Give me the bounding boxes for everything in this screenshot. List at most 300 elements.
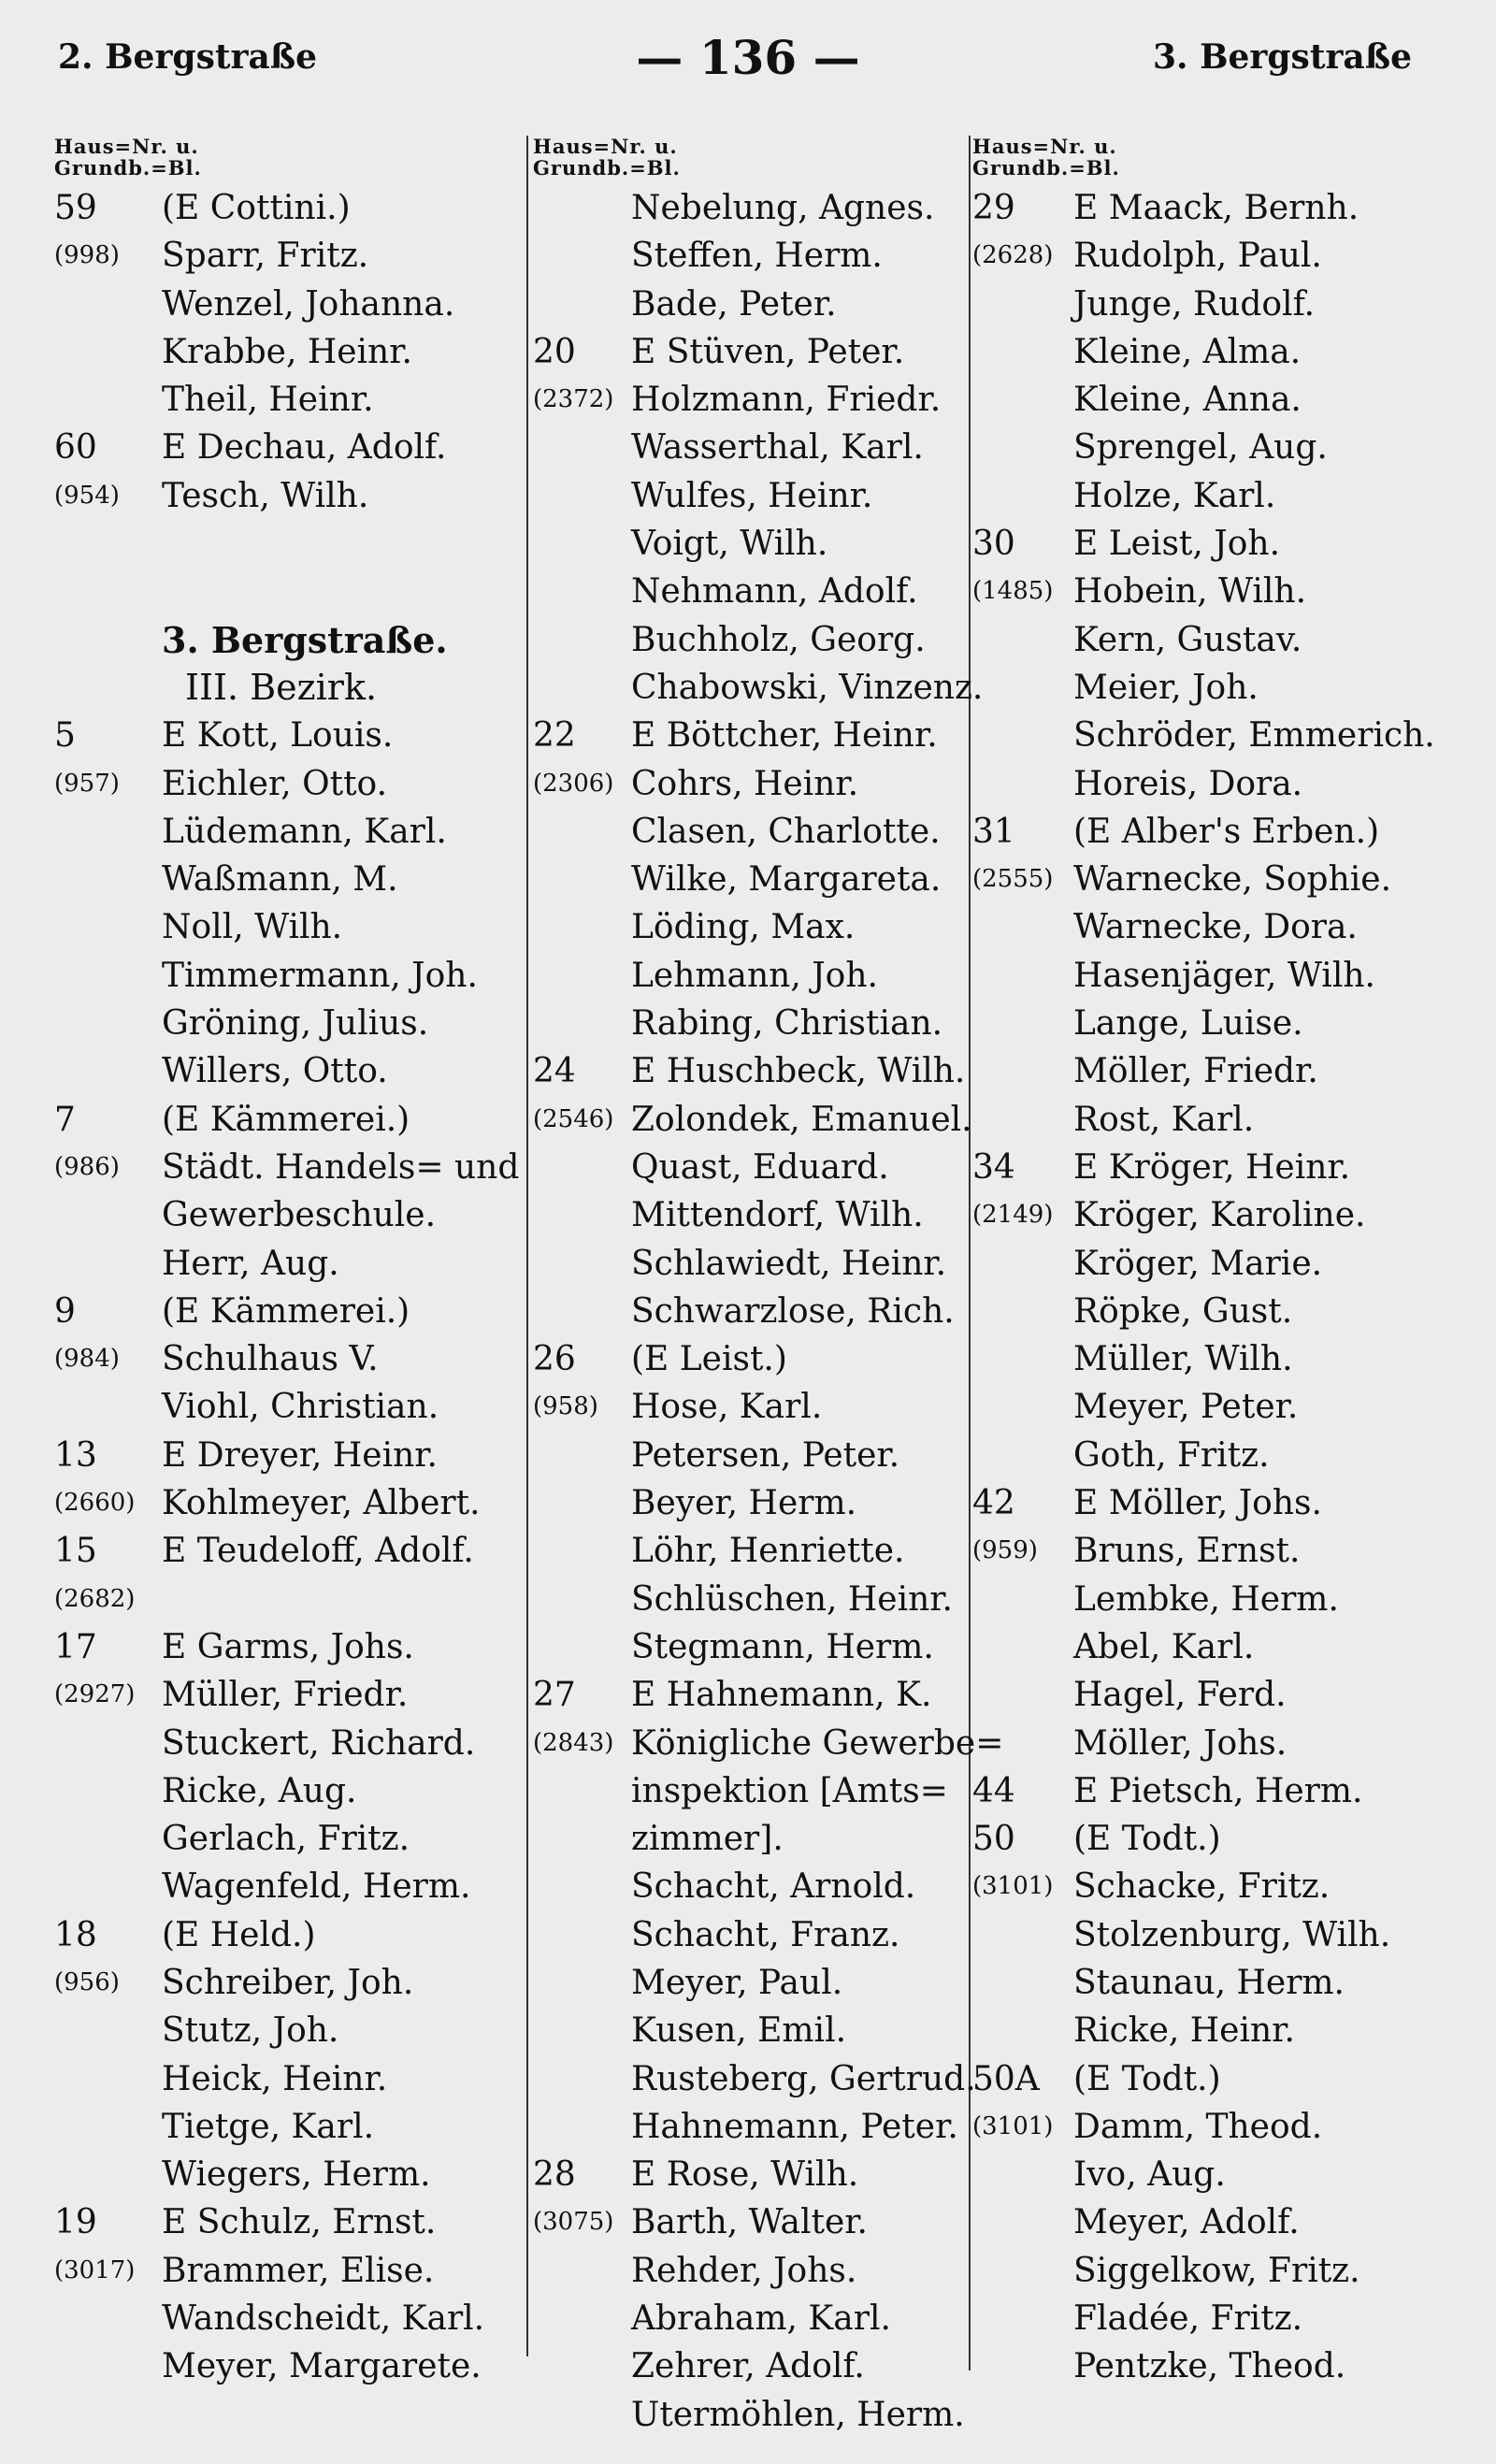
directory-entry [972, 1288, 1482, 1335]
resident-name: Kohlmeyer, Albert. [162, 1484, 481, 1523]
resident-name: inspektion [Amts= [631, 1771, 948, 1810]
resident-name: (E Held.) [162, 1915, 316, 1954]
resident-name: Chabowski, Vinzenz. [631, 668, 984, 707]
grundbuch-number: (986) [54, 1152, 120, 1181]
running-header-right: 3. Bergstraße [1152, 37, 1412, 77]
directory-entry [54, 2198, 526, 2246]
column-header [972, 136, 1482, 184]
resident-name: (E Kämmerei.) [162, 1291, 410, 1331]
resident-name: Horeis, Dora. [1073, 764, 1303, 803]
resident-name: Willers, Otto. [162, 1052, 388, 1091]
directory-entry [972, 616, 1482, 664]
grundbuch-number: (3075) [533, 2208, 614, 2237]
resident-name: Schlawiedt, Heinr. [631, 1244, 947, 1283]
section-heading: 3. Bergstraße. [162, 618, 448, 661]
resident-name: Ivo, Aug. [1073, 2155, 1226, 2195]
column-divider [526, 136, 528, 2356]
resident-name: Kusen, Emil. [631, 2011, 847, 2051]
directory-entry [54, 472, 526, 520]
directory-entry [972, 1383, 1482, 1431]
resident-name: Zehrer, Adolf. [631, 2347, 865, 2386]
directory-entry [972, 568, 1482, 615]
directory-entry [533, 232, 968, 280]
directory-entry [533, 2198, 968, 2246]
directory-entry [533, 664, 984, 712]
directory-entry [972, 1432, 1482, 1479]
directory-entry [972, 2103, 1482, 2151]
directory-entry [972, 1815, 1482, 1863]
resident-name: Ricke, Aug. [162, 1771, 357, 1810]
directory-entry [54, 2103, 526, 2151]
resident-name: Quast, Eduard. [631, 1147, 889, 1187]
grundbuch-number: (2546) [533, 1104, 614, 1133]
directory-entry [54, 2342, 526, 2390]
directory-entry [972, 2342, 1482, 2390]
resident-name: Siggelkow, Fritz. [1073, 2251, 1360, 2290]
resident-name: Beyer, Herm. [631, 1484, 857, 1523]
directory-entry [533, 1144, 968, 1191]
resident-name: Petersen, Peter. [631, 1435, 900, 1475]
directory-entry [533, 1240, 968, 1288]
grundbuch-number: (3101) [972, 1872, 1054, 1901]
resident-name: zimmer]. [631, 1820, 784, 1859]
resident-name: (E Todt.) [1073, 1820, 1221, 1859]
directory-entry [533, 1479, 968, 1527]
resident-name: Hagel, Ferd. [1073, 1676, 1287, 1715]
resident-name: Meyer, Adolf. [1073, 2203, 1300, 2242]
resident-name: Wilke, Margareta. [631, 860, 942, 900]
resident-name: Theil, Heinr. [162, 381, 374, 420]
column-header [54, 136, 526, 184]
directory-entry [533, 1191, 968, 1239]
directory-entry [54, 1479, 526, 1527]
resident-name: E Maack, Bernh. [1073, 189, 1359, 227]
resident-name: E Rose, Wilh. [631, 2155, 859, 2195]
resident-name: Nehmann, Adolf. [631, 572, 918, 612]
directory-entry [972, 1240, 1482, 1288]
directory-entry [972, 856, 1482, 903]
directory-entry [54, 1911, 526, 1959]
house-number: 50A [972, 2059, 1040, 2098]
resident-name: E Garms, Johs. [162, 1627, 414, 1666]
directory-entry [54, 424, 526, 471]
resident-name: Brammer, Elise. [162, 2251, 435, 2290]
directory-entry [972, 903, 1482, 951]
directory-entry [972, 1479, 1482, 1527]
directory-entry [533, 952, 968, 1000]
directory-entry [533, 1047, 968, 1095]
resident-name: Noll, Wilh. [162, 908, 343, 947]
resident-name: Hose, Karl. [631, 1388, 823, 1427]
grundbuch-number: (2306) [533, 769, 614, 798]
directory-entry [533, 1527, 968, 1575]
directory-entry [54, 712, 526, 759]
directory-entry [54, 1000, 526, 1047]
directory-entry [533, 2055, 976, 2103]
grundbuch-number: (2927) [54, 1680, 136, 1709]
directory-entry [972, 808, 1482, 856]
directory-entry [972, 1720, 1482, 1767]
resident-name: E Leist, Joh. [1073, 525, 1281, 564]
resident-name: Sparr, Fritz. [162, 237, 369, 276]
house-number: 50 [972, 1820, 1015, 1859]
resident-name: Abraham, Karl. [631, 2299, 891, 2339]
resident-name: Krabbe, Heinr. [162, 332, 412, 371]
page-number: — 136 — [636, 30, 860, 85]
resident-name: Rehder, Johs. [631, 2251, 857, 2290]
grundbuch-number: (2682) [54, 1584, 136, 1613]
resident-name: Junge, Rudolf. [1073, 284, 1316, 324]
directory-entry [54, 1047, 526, 1095]
directory-entry [533, 376, 968, 424]
directory-entry [972, 2151, 1482, 2198]
resident-name: Rusteberg, Gertrud. [631, 2059, 976, 2098]
column-header-line: Haus=Nr. u. [533, 135, 678, 158]
resident-name: Pentzke, Theod. [1073, 2347, 1346, 2386]
house-number: 44 [972, 1771, 1015, 1810]
resident-name: Lange, Luise. [1073, 1004, 1303, 1044]
directory-entry [972, 1191, 1482, 1239]
resident-name: Fladée, Fritz. [1073, 2299, 1303, 2339]
resident-name: Damm, Theod. [1073, 2107, 1323, 2146]
column-header-line: Grundb.=Bl. [533, 156, 681, 180]
directory-entry [972, 1335, 1482, 1383]
directory-entry [533, 2103, 968, 2151]
blank-line [54, 568, 526, 615]
resident-name: Wenzel, Johanna. [162, 284, 455, 324]
house-number: 15 [54, 1532, 97, 1571]
resident-name: Schacht, Arnold. [631, 1867, 916, 1907]
directory-entry [972, 424, 1482, 471]
directory-entry [533, 903, 968, 951]
resident-name: Stolzenburg, Wilh. [1073, 1915, 1391, 1954]
resident-name: Wandscheidt, Karl. [162, 2299, 485, 2339]
directory-entry [972, 2247, 1482, 2295]
directory-entry [54, 2007, 526, 2054]
resident-name: Schröder, Emmerich. [1073, 716, 1435, 756]
resident-name: Schacht, Franz. [631, 1915, 900, 1954]
house-number: 28 [533, 2155, 576, 2195]
resident-name: Kern, Gustav. [1073, 620, 1302, 659]
resident-name: Holzmann, Friedr. [631, 381, 942, 420]
resident-name: Warnecke, Dora. [1073, 908, 1358, 947]
directory-entry [972, 1047, 1482, 1095]
resident-name: Cohrs, Heinr. [631, 764, 859, 803]
resident-name: Rudolph, Paul. [1073, 237, 1322, 276]
house-number: 22 [533, 716, 576, 756]
house-number: 31 [972, 812, 1015, 851]
directory-entry [533, 1720, 1004, 1767]
directory-entry [533, 1576, 968, 1623]
resident-name: Löhr, Henriette. [631, 1532, 905, 1571]
directory-entry [533, 328, 968, 376]
directory-entry [54, 376, 526, 424]
directory-entry [54, 232, 526, 280]
resident-name: Holze, Karl. [1073, 476, 1276, 515]
grundbuch-number: (984) [54, 1345, 120, 1374]
house-number: 29 [972, 189, 1015, 227]
directory-entry [54, 1863, 526, 1910]
resident-name: Meyer, Paul. [631, 1963, 843, 2002]
directory-entry [533, 1335, 968, 1383]
directory-entry [533, 568, 968, 615]
column-1 [54, 136, 526, 2391]
directory-entry [54, 808, 526, 856]
resident-name: Meier, Joh. [1073, 668, 1259, 707]
resident-name: E Hahnemann, K. [631, 1676, 932, 1715]
resident-name: Kleine, Alma. [1073, 332, 1302, 371]
resident-name: Stegmann, Herm. [631, 1627, 934, 1666]
grundbuch-number: (2660) [54, 1489, 136, 1518]
house-number: 5 [54, 716, 76, 756]
house-number: 27 [533, 1676, 576, 1715]
directory-entry [972, 1144, 1482, 1191]
directory-entry [54, 1288, 526, 1335]
directory-entry [54, 1720, 526, 1767]
grundbuch-number: (2555) [972, 865, 1054, 894]
resident-name: Eichler, Otto. [162, 764, 388, 803]
house-number: 42 [972, 1484, 1015, 1523]
house-number: 17 [54, 1627, 97, 1666]
directory-entry [533, 1815, 968, 1863]
resident-name: (E Todt.) [1073, 2059, 1221, 2098]
directory-entry [972, 520, 1482, 568]
directory-entry [972, 1767, 1482, 1815]
resident-name: Hahnemann, Peter. [631, 2107, 958, 2146]
directory-entry [54, 2151, 526, 2198]
directory-entry [972, 1527, 1482, 1575]
directory-entry [533, 1863, 968, 1910]
resident-name: (E Leist.) [631, 1340, 787, 1379]
directory-entry [54, 903, 526, 951]
resident-name: Viohl, Christian. [162, 1388, 439, 1427]
directory-entry [54, 1527, 526, 1575]
directory-entry [533, 2295, 968, 2342]
directory-entry [54, 1671, 526, 1719]
resident-name: Schreiber, Joh. [162, 1963, 414, 2002]
resident-name: Städt. Handels= und [162, 1147, 520, 1187]
grundbuch-number: (998) [54, 241, 120, 270]
grundbuch-number: (2149) [972, 1201, 1054, 1230]
resident-name: Schwarzlose, Rich. [631, 1291, 955, 1331]
directory-entry [54, 184, 526, 232]
column-3 [972, 136, 1482, 2391]
resident-name: Lehmann, Joh. [631, 956, 878, 995]
resident-name: (E Kämmerei.) [162, 1100, 410, 1139]
resident-name: Kröger, Karoline. [1073, 1196, 1366, 1235]
resident-name: Müller, Friedr. [162, 1676, 409, 1715]
column-header-line: Haus=Nr. u. [972, 135, 1117, 158]
resident-name: E Kröger, Heinr. [1073, 1147, 1351, 1187]
house-number: 7 [54, 1100, 76, 1139]
resident-name: Tesch, Wilh. [162, 476, 369, 515]
directory-entry [972, 232, 1482, 280]
resident-name: E Böttcher, Heinr. [631, 716, 938, 756]
column-header-line: Grundb.=Bl. [972, 156, 1120, 180]
directory-entry [54, 1815, 526, 1863]
directory-entry [533, 1767, 968, 1815]
resident-name: Utermöhlen, Herm. [631, 2395, 965, 2434]
resident-name: Röpke, Gust. [1073, 1291, 1293, 1331]
resident-name: E Kott, Louis. [162, 716, 394, 756]
directory-entry [54, 1144, 526, 1191]
resident-name: Rabing, Christian. [631, 1004, 943, 1044]
resident-name: E Dreyer, Heinr. [162, 1435, 438, 1475]
house-number: 24 [533, 1052, 576, 1091]
resident-name: Abel, Karl. [1073, 1627, 1255, 1666]
resident-name: Gerlach, Fritz. [162, 1820, 410, 1859]
directory-entry [533, 1959, 968, 2007]
directory-entry [54, 1576, 526, 1623]
resident-name: Ricke, Heinr. [1073, 2011, 1295, 2051]
resident-name: Rost, Karl. [1073, 1100, 1255, 1139]
house-number: 13 [54, 1435, 97, 1475]
directory-entry [972, 328, 1482, 376]
resident-name: E Dechau, Adolf. [162, 428, 447, 468]
resident-name: Schacke, Fritz. [1073, 1867, 1331, 1907]
directory-entry [533, 281, 968, 328]
directory-entry [54, 281, 526, 328]
directory-entry [533, 1288, 968, 1335]
resident-name: Müller, Wilh. [1073, 1340, 1293, 1379]
directory-entry [54, 1383, 526, 1431]
resident-name: Sprengel, Aug. [1073, 428, 1328, 468]
house-number: 19 [54, 2203, 97, 2242]
grundbuch-number: (2843) [533, 1728, 614, 1757]
directory-entry [533, 2151, 968, 2198]
directory-entry [972, 1576, 1482, 1623]
directory-entry [54, 1096, 526, 1144]
directory-entry [533, 2391, 968, 2439]
directory-entry [972, 184, 1482, 232]
grundbuch-number: (3017) [54, 2255, 136, 2284]
directory-entry [533, 1671, 968, 1719]
directory-entry [533, 2247, 968, 2295]
directory-entry [972, 952, 1482, 1000]
grundbuch-number: (1485) [972, 577, 1054, 606]
resident-name: Buchholz, Georg. [631, 620, 926, 659]
directory-entry [972, 2007, 1482, 2054]
grundbuch-number: (959) [972, 1536, 1038, 1565]
resident-name: Goth, Fritz. [1073, 1435, 1270, 1475]
resident-name: Möller, Friedr. [1073, 1052, 1318, 1091]
directory-entry [54, 2247, 526, 2295]
resident-name: Kröger, Marie. [1073, 1244, 1323, 1283]
directory-entry [972, 376, 1482, 424]
directory-entry [533, 1000, 968, 1047]
resident-name: E Teudeloff, Adolf. [162, 1532, 474, 1571]
resident-name: Königliche Gewerbe= [631, 1723, 1004, 1763]
grundbuch-number: (3101) [972, 2111, 1054, 2140]
directory-entry [972, 1911, 1482, 1959]
resident-name: Bruns, Ernst. [1073, 1532, 1301, 1571]
directory-entry [533, 184, 968, 232]
column-header [533, 136, 968, 184]
resident-name: (E Cottini.) [162, 189, 351, 227]
directory-entry [972, 664, 1482, 712]
house-number: 20 [533, 332, 576, 371]
grundbuch-number: (2628) [972, 241, 1054, 270]
directory-entry [972, 1623, 1482, 1671]
directory-entry [972, 1096, 1482, 1144]
directory-entry [533, 2007, 968, 2054]
resident-name: Zolondek, Emanuel. [631, 1100, 972, 1139]
resident-name: E Stüven, Peter. [631, 332, 905, 371]
resident-name: Lembke, Herm. [1073, 1579, 1339, 1619]
directory-entry [533, 1623, 968, 1671]
resident-name: Bade, Peter. [631, 284, 837, 324]
resident-name: Wagenfeld, Herm. [162, 1867, 471, 1907]
resident-name: Warnecke, Sophie. [1073, 860, 1392, 900]
directory-entry [972, 2055, 1482, 2103]
resident-name: Gröning, Julius. [162, 1004, 429, 1044]
resident-name: Wiegers, Herm. [162, 2155, 431, 2195]
directory-entry [972, 1863, 1482, 1910]
directory-entry [54, 328, 526, 376]
directory-entry [972, 1000, 1482, 1047]
directory-entry [972, 760, 1482, 808]
resident-name: Hasenjäger, Wilh. [1073, 956, 1375, 995]
blank-line [54, 520, 526, 568]
grundbuch-number: (2372) [533, 385, 614, 414]
directory-entry [533, 1911, 968, 1959]
house-number: 18 [54, 1915, 97, 1954]
resident-name: E Huschbeck, Wilh. [631, 1052, 966, 1091]
resident-name: Steffen, Herm. [631, 237, 883, 276]
directory-entry [54, 1432, 526, 1479]
directory-entry [533, 520, 968, 568]
resident-name: Heick, Heinr. [162, 2059, 388, 2098]
resident-name: Herr, Aug. [162, 1244, 339, 1283]
district-heading: III. Bezirk. [185, 666, 378, 708]
resident-name: Möller, Johs. [1073, 1723, 1287, 1763]
directory-entry [54, 1240, 526, 1288]
resident-name: E Schulz, Ernst. [162, 2203, 437, 2242]
column-header-line: Haus=Nr. u. [54, 135, 199, 158]
directory-entry [972, 1671, 1482, 1719]
directory-entry [533, 712, 968, 759]
resident-name: Stuckert, Richard. [162, 1723, 476, 1763]
resident-name: Lüdemann, Karl. [162, 812, 447, 851]
running-header-left: 2. Bergstraße [58, 37, 318, 77]
house-number: 30 [972, 525, 1015, 564]
directory-entry [533, 1432, 968, 1479]
directory-entry [972, 712, 1482, 759]
directory-entry [972, 472, 1482, 520]
resident-name: Clasen, Charlotte. [631, 812, 941, 851]
grundbuch-number: (954) [54, 481, 120, 510]
grundbuch-number: (956) [54, 1967, 120, 1996]
grundbuch-number: (958) [533, 1392, 598, 1421]
house-number: 9 [54, 1291, 76, 1331]
directory-entry [54, 1335, 526, 1383]
resident-name: Waßmann, M. [162, 860, 398, 900]
directory-entry [972, 1959, 1482, 2007]
resident-name: Tietge, Karl. [162, 2107, 375, 2146]
directory-entry [972, 2295, 1482, 2342]
directory-entry [533, 1383, 968, 1431]
resident-name: Timmermann, Joh. [162, 956, 478, 995]
directory-entry [533, 472, 968, 520]
directory-entry [54, 1959, 526, 2007]
directory-entry [54, 2055, 526, 2103]
directory-entry [54, 952, 526, 1000]
column-divider [969, 136, 971, 2370]
resident-name: Schulhaus V. [162, 1340, 379, 1379]
resident-name: Löding, Max. [631, 908, 856, 947]
resident-name: Mittendorf, Wilh. [631, 1196, 924, 1235]
directory-entry [533, 424, 968, 471]
